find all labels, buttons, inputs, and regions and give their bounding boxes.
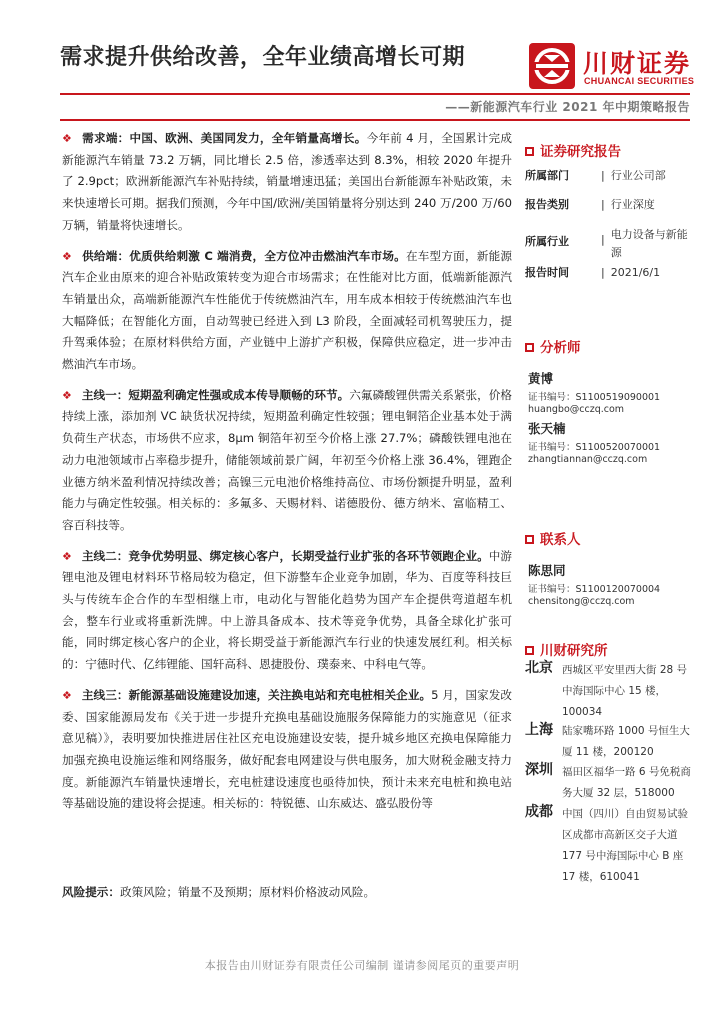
section-contacts: 联系人 (525, 528, 581, 548)
subtitle-divider (60, 119, 690, 121)
paragraph-lead: 需求端：中国、欧洲、美国同发力，全年销量高增长。 (82, 131, 367, 145)
paragraph-body: 在车型方面，新能源汽车企业由原来的迎合补贴政策转变为迎合市场需求；在性能对比方面，低端新能源汽车销量出众，高端新能源汽车性能优于传统燃油汽车，用车成本相较于传统燃油汽车也大幅降低；在智能化方面，自动驾驶已经进入到 L3 阶段，全面减轻司机驾驶压力，提升驾乘体验；在原材料供给方面，产业链中上游扩产积极，保障供应稳定，进一步冲击燃油汽车市场。 (62, 248, 512, 372)
office-address: 陆家嘴环路 1000 号恒生大厦 11 楼，200120 (562, 725, 690, 758)
summary-paragraph (62, 246, 512, 376)
paragraph-body: 六氟磷酸锂供需关系紧张，价格持续上涨，添加剂 VC 缺货状况持续，短期盈利确定性较强；锂电铜箔企业基本处于满负荷生产状态，市场供不应求，8μm 铜箔年初至今价格上涨 27.7%；磷酸铁锂电池在动力电池领域市占率稳步提升，储能领域前景广阔，年初至今价格上涨 36.4%，锂跑企业德方纳米盈利情况持续改善；高镍三元电池价格维持高位、市场份额提升明显，盈利能力与确定性较强。相关标的：多氟多、天赐材料、诺德股份、德方纳米、富临精工、容百科技等。 (62, 387, 512, 532)
section-institute: 川财研究所 (525, 639, 608, 659)
chuancai-logo-icon (528, 42, 576, 90)
diamond-bullet-icon: ❖ (62, 388, 72, 402)
paragraph-lead: 主线一：短期盈利确定性强或成本传导顺畅的环节。 (81, 387, 350, 402)
summary-column (62, 128, 512, 824)
risk-lead: 风险提示： (62, 885, 120, 899)
analyst-cert: 证书编号：S1100519090001 (528, 392, 661, 403)
diamond-bullet-icon: ❖ (62, 549, 72, 563)
paragraph-lead: 主线二：竞争优势明显、绑定核心客户，长期受益行业扩张的各环节领跑企业。 (81, 548, 489, 563)
office-city: 上海 (525, 722, 553, 738)
office-city: 北京 (525, 660, 553, 676)
contact-cert: 证书编号：S1100120070004 (528, 584, 661, 595)
section-analysts: 分析师 (525, 336, 581, 356)
risk-warning (62, 884, 375, 900)
brand-name-cn: 川财证券 (583, 49, 692, 78)
office-city: 成都 (525, 804, 553, 820)
paragraph-body: 中游锂电池及锂电材料环节格局较为稳定，但下游整车企业竞争加剧，华为、百度等科技巨头与传统车企合作的车型相继上市，电动化与智能化趋势为国产车企提供弯道超车机会，整车行业或将重新洗牌。中上游具备成本、技术等竞争优势，具备全球化扩张可能，同时绑定核心客户的企业，将长期受益于新能源汽车行业的快速发展红利。相关标的：宁德时代、亿纬锂能、国轩高科、恩捷股份、璞泰来、中科电气等。 (62, 548, 512, 672)
brand-name-en: CHUANCAI SECURITIES (584, 76, 695, 86)
analyst-email[interactable]: huangbo@cczq.com (528, 404, 625, 415)
report-title: 需求提升供给改善，全年业绩高增长可期 (60, 44, 466, 70)
square-bullet-icon (525, 535, 534, 544)
office-city: 深圳 (525, 762, 553, 778)
report-subtitle: ——新能源汽车行业 2021 年中期策略报告 (445, 100, 690, 114)
summary-paragraph (62, 546, 512, 676)
info-row-industry: 所属行业 | 电力设备与新能源 (525, 228, 688, 259)
summary-paragraph (62, 385, 512, 537)
analyst-cert: 证书编号：S1100520070001 (528, 442, 661, 453)
info-row-date: 报告时间 | 2021/6/1 (525, 266, 661, 279)
diamond-bullet-icon: ❖ (62, 132, 73, 145)
office-address: 福田区福华一路 6 号免税商务大厦 32 层，518000 (562, 766, 691, 799)
diamond-bullet-icon: ❖ (62, 249, 73, 263)
summary-paragraph (62, 685, 512, 815)
square-bullet-icon (525, 343, 534, 352)
info-row-category: 报告类别 | 行业深度 (525, 198, 655, 211)
contact-email[interactable]: chensitong@cczq.com (528, 596, 635, 607)
summary-paragraph (62, 128, 512, 237)
square-bullet-icon (525, 147, 534, 156)
office-address: 中国（四川）自由贸易试验区成都市高新区交子大道 177 号中海国际中心 B 座 17 楼，610041 (562, 808, 688, 883)
office-address: 西城区平安里西大街 28 号中海国际中心 15 楼，100034 (562, 664, 688, 718)
diamond-bullet-icon: ❖ (62, 688, 72, 702)
page-footer: 本报告由川财证券有限责任公司编制 谨请参阅尾页的重要声明 (204, 959, 520, 972)
info-row-department: 所属部门 | 行业公司部 (525, 169, 666, 182)
analyst-name: 张天楠 (528, 421, 566, 436)
paragraph-lead: 供给端：优质供给刺激 C 端消费，全方位冲击燃油汽车市场。 (82, 248, 406, 263)
contact-name: 陈思同 (528, 563, 566, 578)
section-report: 证券研究报告 (525, 140, 621, 160)
risk-body: 政策风险；销量不及预期；原材料价格波动风险。 (119, 885, 376, 899)
square-bullet-icon (525, 646, 534, 655)
paragraph-body: 5 月，国家发改委、国家能源局发布《关于进一步提升充换电基础设施服务保障能力的实施意见（征求意见稿）》，表明要加快推进居住社区充电设施建设安装，提升城乡地区充换电保障能力加强充换电设施运维和网络服务，做好配套电网建设与供电服务，加大财税金融支持力度。新能源汽车销量快速增长，充电桩建设速度也亟待加快，预计未来充电桩和换电站等基础设施的建设将会提速。相关标的：特锐德、山东威达、盛弘股份等 (62, 687, 512, 811)
analyst-name: 黄博 (528, 371, 554, 386)
header-divider (60, 93, 690, 95)
analyst-email[interactable]: zhangtiannan@cczq.com (528, 454, 648, 465)
paragraph-body: 今年前 4 月，全国累计完成新能源汽车销量 73.2 万辆，同比增长 2.5 倍，渗透率达到 8.3%，相较 2020 年提升了 2.9pct；欧洲新能源汽车补贴持续，销量增速迅猛；美国出台新能源车补贴政策，未来快速增长可期。据我们预测，今年中国/欧洲/美国销量将分别达到 240 万/200 万/60 万辆，销量将快速增长。 (62, 131, 512, 232)
paragraph-lead: 主线三：新能源基础设施建设加速，关注换电站和充电桩相关企业。 (81, 687, 432, 702)
